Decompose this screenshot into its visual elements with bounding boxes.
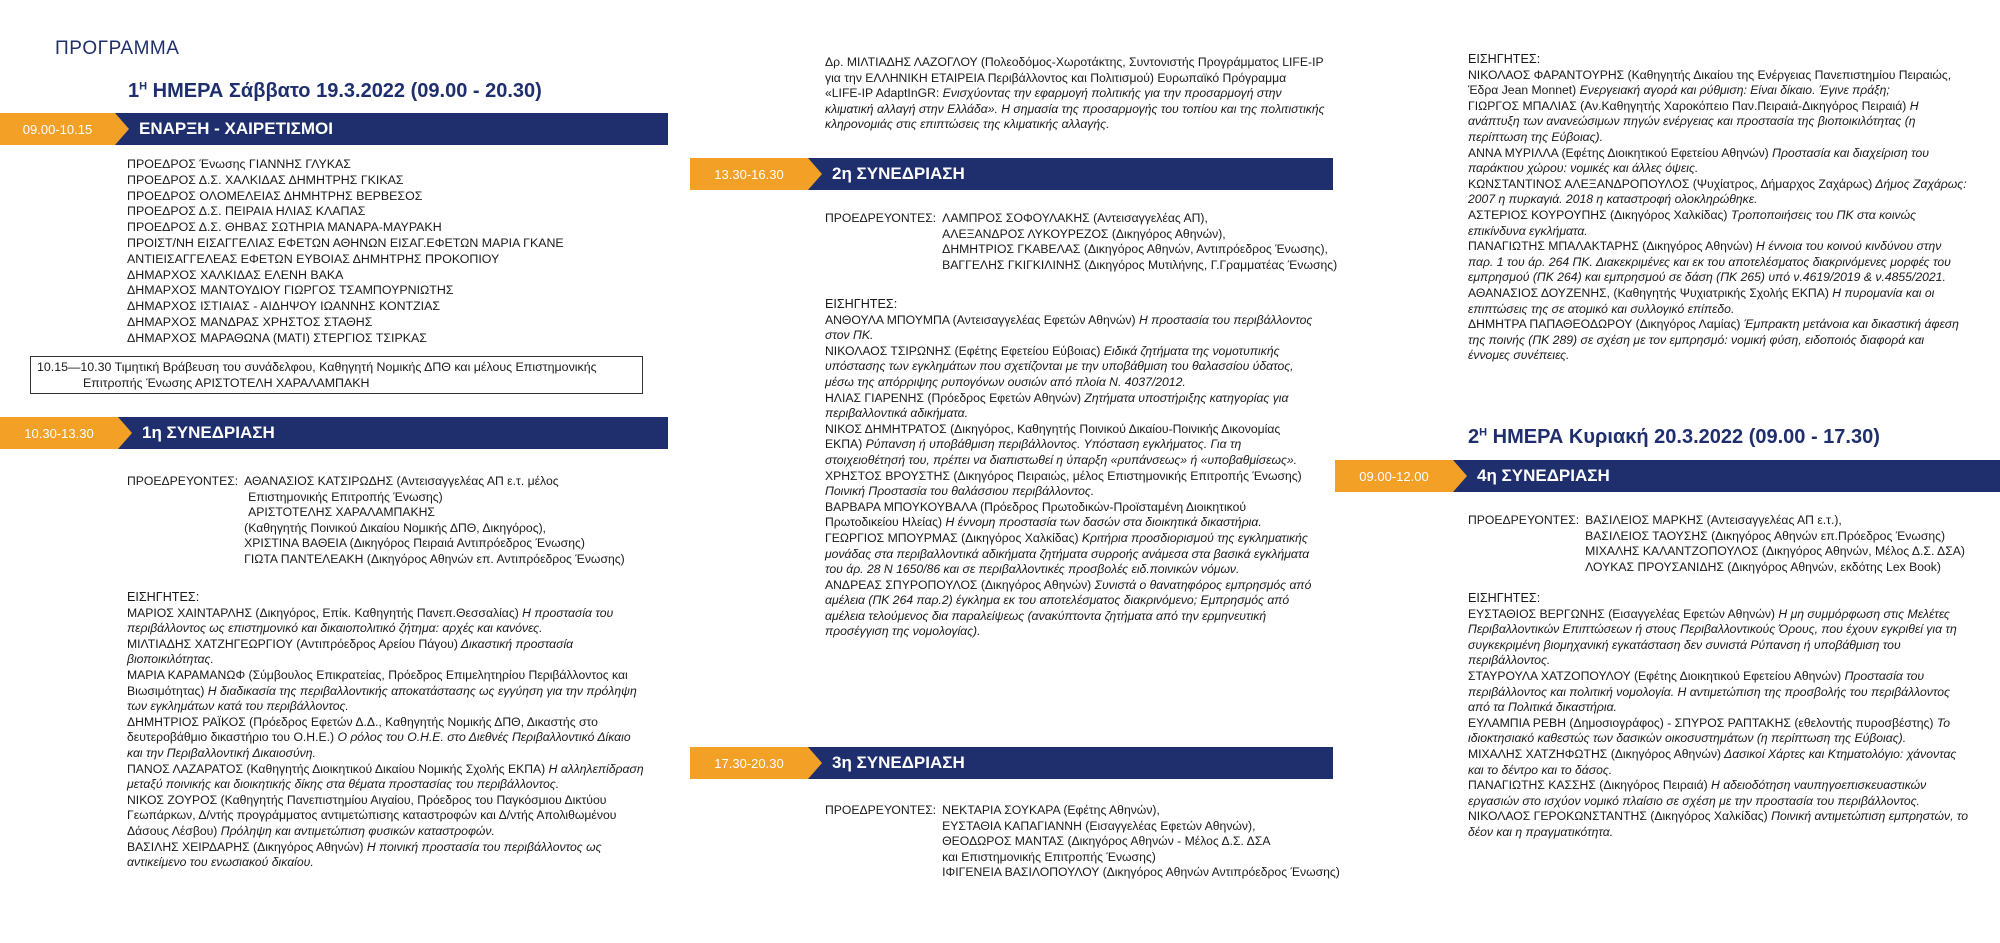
tribute-line: 10.15—10.30 Τιμητική Βράβευση του συνάδελφου, Καθηγητή Νομικής ΔΠΘ και μέλους Επιστημονικής <box>37 360 597 374</box>
opening-line: ΠΡΟΕΔΡΟΣ Δ.Σ. ΧΑΛΚΙΔΑΣ ΔΗΜΗΤΡΗΣ ΓΚΙΚΑΣ <box>127 172 404 187</box>
chair-line: ΕΥΣΤΑΘΙΑ ΚΑΠΑΓΙΑΝΝΗ (Εισαγγελέας Εφετών Αθηνών), <box>942 818 1256 833</box>
speakers-label: ΕΙΣΗΓΗΤΕΣ: <box>1468 52 1541 66</box>
speaker-name: ΝΙΚΟΣ ΖΟΥΡΟΣ (Καθηγητής Πανεπιστημίου Αιγαίου, Πρόεδρος του Παγκόσμιου Δικτύου Γεωπάρκων, Δ/ντής προγράμματος αντιμετώπισης καταστροφών και Δ/ντής Απολιθωμένου Δάσους Λέσβου) <box>127 792 617 838</box>
speaker <box>127 637 647 668</box>
speaker <box>1468 239 1968 286</box>
chair-line: ΛΟΥΚΑΣ ΠΡΟΥΣΑΝΙΔΗΣ (Δικηγόρος Αθηνών, εκδότης Lex Book) <box>1585 559 1941 574</box>
chair-line: ΑΘΑΝΑΣΙΟΣ ΚΑΤΣΙΡΩΔΗΣ (Αντεισαγγελέας ΑΠ ε.τ. μέλος <box>244 474 559 488</box>
col3-speakers <box>1468 52 1968 364</box>
chair-line: ΜΙΧΑΛΗΣ ΚΑΛΑΝΤΖΟΠΟΥΛΟΣ (Δικηγόρος Αθηνών, Μέλος Δ.Σ. ΔΣΑ) <box>1585 544 1965 559</box>
session2-speakers <box>825 297 1320 640</box>
speaker <box>1468 68 1968 99</box>
speaker <box>127 793 647 840</box>
speaker-name: ΠΑΝΑΓΙΩΤΗΣ ΚΑΣΣΗΣ (Δικηγόρος Πειραιά) <box>1468 778 1708 793</box>
speaker-name: ΒΑΡΒΑΡΑ ΜΠΟΥΚΟΥΒΑΛΑ (Πρόεδρος Πρωτοδικών-Προϊσταμένη Διοικητικού Πρωτοδικείου Ηλείας) <box>825 499 1247 530</box>
speaker-name: ΓΙΩΡΓΟΣ ΜΠΑΛΙΑΣ (Αν.Καθηγητής Χαροκόπειο Παν.Πειραιά-Δικηγόρος Πειραιά) <box>1468 98 1907 113</box>
speaker-topic: Ο ρόλος του Ο.Η.Ε. στο Διεθνές Περιβαλλοντικό Δίκαιο και την Περιβαλλοντική Δικαιοσύνη. <box>127 730 631 760</box>
speaker-topic: Προστασία του περιβάλλοντος και πολιτική νομολογία. Η αντιμετώπιση της προσβολής του περιβάλλοντος από τα Πολιτικά δικαστήρια. <box>1468 668 1950 715</box>
chair-line: ΒΑΣΙΛΕΙΟΣ ΜΑΡΚΗΣ (Αντεισαγγελέας ΑΠ ε.τ.), <box>1585 513 1842 527</box>
speaker <box>825 55 1325 133</box>
speaker-topic: Η προστασία του περιβάλλοντος ως επιστημονικό και δικαιοπολιτικό ζήτημα: αρχές και κανόνες. <box>127 605 614 636</box>
speaker-topic: Προστασία και διαχείριση του παράκτιου χώρου: νομικές και άλλες όψεις. <box>1468 145 1929 176</box>
speaker-topic: Συνιστά ο θανατηφόρος εμπρησμός από αμέλεια (ΠΚ 264 παρ.2) έγκλημα εκ του αποτελέσματος διακρινόμενο; Εμπρησμός από αμέλεια τελούμενος δια παραλείψεως (ανακύπτοντα ζητήματα από την ερμηνευτική προσέγγιση της νομολογίας). <box>825 577 1312 639</box>
chairs-label: ΠΡΟΕΔΡΕΥΟΝΤΕΣ: <box>1468 513 1580 527</box>
session2-time: 13.30-16.30 <box>690 158 808 190</box>
speaker-name: ΒΑΣΙΛΗΣ ΧΕΙΡΔΑΡΗΣ (Δικηγόρος Αθηνών) <box>127 839 364 854</box>
speaker <box>127 715 647 762</box>
speaker <box>1468 177 1968 208</box>
speaker-name: ΑΘΑΝΑΣΙΟΣ ΔΟΥΖΕΝΗΣ, (Καθηγητής Ψυχιατρικής Σχολής ΕΚΠΑ) <box>1468 285 1829 300</box>
speaker-topic: Τροποποιήσεις του ΠΚ στα κοινώς επικίνδυνα εγκλήματα. <box>1468 207 1917 238</box>
speaker-topic: Η έννοια του κοινού κινδύνου στην παρ. 1 του άρ. 264 ΠΚ. Διακεκριμένες και εκ του αποτελέσματος διακρινόμενες μορφές του εμπρησμού (ΠΚ 264) και εμπρησμού σε δάση (ΠΚ 265) υπό ν.4619/2019 & ν.4855/2021. <box>1468 239 1951 285</box>
speaker-name: ΜΙΛΤΙΑΔΗΣ ΧΑΤΖΗΓΕΩΡΓΙΟΥ (Αντιπρόεδρος Αρείου Πάγου) <box>127 636 458 651</box>
speakers-label: ΕΙΣΗΓΗΤΕΣ: <box>825 297 898 311</box>
chairs-label: ΠΡΟΕΔΡΕΥΟΝΤΕΣ: <box>825 211 937 225</box>
chair-line: ΓΙΩΤΑ ΠΑΝΤΕΛΕΑΚΗ (Δικηγόρος Αθηνών επ. Αντιπρόεδρος Ένωσης) <box>244 551 625 566</box>
speaker-name: ΓΕΩΡΓΙΟΣ ΜΠΟΥΡΜΑΣ (Δικηγόρος Χαλκίδας) <box>825 530 1079 545</box>
day2-title-text: ΗΜΕΡΑ Κυριακή 20.3.2022 (09.00 - 17.30) <box>1487 426 1880 448</box>
chair-line: ΧΡΙΣΤΙΝΑ ΒΑΘΕΙΑ (Δικηγόρος Πειραιά Αντιπρόεδρος Ένωσης) <box>244 536 585 551</box>
chair-line: ΝΕΚΤΑΡΙΑ ΣΟΥΚΑΡΑ (Εφέτης Αθηνών), <box>942 803 1160 817</box>
speaker-topic: Η προστασία του περιβάλλοντος στον ΠΚ. <box>825 312 1313 343</box>
session1-time: 10.30-13.30 <box>0 417 118 449</box>
speaker-name: ΑΝΔΡΕΑΣ ΣΠΥΡΟΠΟΥΛΟΣ (Δικηγόρος Αθηνών) <box>825 577 1092 592</box>
speaker <box>825 578 1320 640</box>
session1-label: 1η ΣΥΝΕΔΡΙΑΣΗ <box>118 417 668 449</box>
speaker <box>1468 809 1968 840</box>
speaker <box>127 840 647 871</box>
speaker <box>825 344 1320 391</box>
session1-bar <box>0 417 668 449</box>
speaker <box>825 422 1320 469</box>
speaker <box>1468 669 1968 716</box>
speaker-topic: Ποινική Προστασία του θαλάσσιου περιβάλλοντος. <box>825 484 1095 499</box>
speaker <box>1468 317 1968 364</box>
speaker <box>127 668 647 715</box>
speaker-name: ΕΥΛΑΜΠΙΑ ΡΕΒΗ (Δημοσιογράφος) - ΣΠΥΡΟΣ ΡΑΠΤΑΚΗΣ (εθελοντής πυροσβέστης) <box>1468 715 1934 730</box>
program-title: ΠΡΟΓΡΑΜΜΑ <box>55 38 180 59</box>
speaker <box>1468 99 1968 146</box>
chair-line: ΔΗΜΗΤΡΙΟΣ ΓΚΑΒΕΛΑΣ (Δικηγόρος Αθηνών, Αντιπρόεδρος Ένωσης), <box>942 242 1328 257</box>
speaker-name: ΕΥΣΤΑΘΙΟΣ ΒΕΡΓΩΝΗΣ (Εισαγγελέας Εφετών Αθηνών) <box>1468 606 1775 621</box>
speaker <box>127 762 647 793</box>
speaker-topic: Δήμος Ζαχάρως: 2007 η πυρκαγιά. 2018 η καταστροφή ολοκληρώθηκε. <box>1468 176 1967 207</box>
speaker-topic: Δικαστική προστασία βιοποικιλότητας. <box>127 636 574 667</box>
chair-line: ΒΑΓΓΕΛΗΣ ΓΚΙΓΚΙΛΙΝΗΣ (Δικηγόρος Μυτιλήνης, Γ.Γραμματέας Ένωσης) <box>942 257 1338 272</box>
speaker <box>1468 747 1968 778</box>
speaker <box>1468 778 1968 809</box>
day1-title-text: ΗΜΕΡΑ Σάββατο 19.3.2022 (09.00 - 20.30) <box>147 80 542 102</box>
speaker-name: ΝΙΚΟΛΑΟΣ ΓΕΡΟΚΩΝΣΤΑΝΤΗΣ (Δικηγόρος Χαλκίδας) <box>1468 809 1768 824</box>
session1-chairs <box>127 474 625 568</box>
chairs-label: ΠΡΟΕΔΡΕΥΟΝΤΕΣ: <box>825 803 937 817</box>
speaker-name: ΜΑΡΙΟΣ ΧΑΙΝΤΑΡΛΗΣ (Δικηγόρος, Επίκ. Καθηγητής Πανεπ.Θεσσαλίας) <box>127 605 519 620</box>
session3-bar <box>690 747 1333 779</box>
chair-line: Επιστημονικής Επιτροπής Ένωσης) <box>248 489 443 504</box>
tribute-box <box>30 356 643 394</box>
speaker-name: ΔΗΜΗΤΡΑ ΠΑΠΑΘΕΟΔΩΡΟΥ (Δικηγόρος Λαμίας) <box>1468 317 1741 332</box>
session4-chairs <box>1468 513 1965 575</box>
speaker-name: ΣΤΑΥΡΟΥΛΑ ΧΑΤΖΟΠΟΥΛΟΥ (Εφέτης Διοικητικού Εφετείου Αθηνών) <box>1468 668 1842 683</box>
speaker <box>825 469 1320 500</box>
speakers-label: ΕΙΣΗΓΗΤΕΣ: <box>127 590 200 604</box>
opening-line: ΠΡΟΕΔΡΟΣ ΟΛΟΜΕΛΕΙΑΣ ΔΗΜΗΤΡΗΣ ΒΕΡΒΕΣΟΣ <box>127 188 423 203</box>
opening-line: ΔΗΜΑΡΧΟΣ ΜΑΝΔΡΑΣ ΧΡΗΣΤΟΣ ΣΤΑΘΗΣ <box>127 314 373 329</box>
speaker-name: ΧΡΗΣΤΟΣ ΒΡΟΥΣΤΗΣ (Δικηγόρος Πειραιώς, μέλος Επιστημονικής Επιτροπής Ένωσης) <box>825 468 1302 483</box>
speaker-name: ΑΣΤΕΡΙΟΣ ΚΟΥΡΟΥΠΗΣ (Δικηγόρος Χαλκίδας) <box>1468 207 1728 222</box>
speaker-name: ΠΑΝΑΓΙΩΤΗΣ ΜΠΑΛΑΚΤΑΡΗΣ (Δικηγόρος Αθηνών) <box>1468 239 1753 254</box>
speaker-topic: Η μη συμμόρφωση στις Μελέτες Περιβαλλοντικών Επιπτώσεων ή στους Περιβαλλοντικούς Όρους, που έχουν εγκριθεί για τη συγκεκριμένη βιομηχανική εγκατάσταση δεν συνιστά Ρύπανση ή υποβάθμιση του περιβάλλοντος. <box>1468 606 1957 668</box>
speaker <box>1468 607 1968 669</box>
speaker-name: ΑΝΝΑ ΜΥΡΙΛΛΑ (Εφέτης Διοικητικού Εφετείου Αθηνών) <box>1468 145 1769 160</box>
opening-line: ΑΝΤΙΕΙΣΑΓΓΕΛΕΑΣ ΕΦΕΤΩΝ ΕΥΒΟΙΑΣ ΔΗΜΗΤΡΗΣ ΠΡΟΚΟΠΙΟΥ <box>127 251 500 266</box>
speaker <box>1468 286 1968 317</box>
speaker <box>825 313 1320 344</box>
speaker-name: ΝΙΚΟΛΑΟΣ ΦΑΡΑΝΤΟΥΡΗΣ (Καθηγητής Δικαίου της Ενέργειας Πανεπιστημίου Πειραιώς, Έδρα Jean Monnet) <box>1468 67 1952 98</box>
speaker <box>825 391 1320 422</box>
day2-sup: Η <box>1479 426 1488 439</box>
session3-time: 17.30-20.30 <box>690 747 808 779</box>
opening-line: ΔΗΜΑΡΧΟΣ ΜΑΡΑΘΩΝΑ (ΜΑΤΙ) ΣΤΕΡΓΙΟΣ ΤΣΙΡΚΑΣ <box>127 330 427 345</box>
speaker-name: ΑΝΘΟΥΛΑ ΜΠΟΥΜΠΑ (Αντεισαγγελέας Εφετών Αθηνών) <box>825 312 1136 327</box>
day1-title <box>128 80 542 103</box>
session4-bar <box>1335 460 2000 492</box>
opening-line: ΔΗΜΑΡΧΟΣ ΙΣΤΙΑΙΑΣ - ΑΙΔΗΨΟΥ ΙΩΑΝΝΗΣ ΚΟΝΤΖΙΑΣ <box>127 299 441 314</box>
session4-label: 4η ΣΥΝΕΔΡΙΑΣΗ <box>1453 460 2000 492</box>
speaker-topic: Η αλληλεπίδραση μεταξύ ποινικής και διοικητικής δίκης στα θέματα προστασίας του περιβάλλοντος. <box>127 761 644 792</box>
speaker-topic: Έμπρακτη μετάνοια και δικαστική άφεση της ποινής (ΠΚ 289) σε σχέση με τον εμπρησμό: νομική φύση, ειδοποιός διαφορά και έννομες συνέπειες. <box>1468 317 1959 363</box>
session2-chairs <box>825 211 1337 273</box>
session3-label: 3η ΣΥΝΕΔΡΙΑΣΗ <box>808 747 1333 779</box>
chair-line: ΑΛΕΞΑΝΔΡΟΣ ΛΥΚΟΥΡΕΖΟΣ (Δικηγόρος Αθηνών), <box>942 226 1226 241</box>
session4-speakers <box>1468 591 1968 841</box>
speaker-name: ΔΗΜΗΤΡΙΟΣ ΡΑΪΚΟΣ (Πρόεδρος Εφετών Δ.Δ., Καθηγητής Νομικής ΔΠΘ, Δικαστής στο δευτεροβάθμιο δικαστήριο του Ο.Η.Ε.) <box>127 714 598 745</box>
col2-intro <box>825 55 1325 133</box>
speaker <box>825 531 1320 578</box>
speaker-topic: Ειδικά ζητήματα της νομοτυπικής υπόστασης των εγκλημάτων που σχετίζονται με την υποβάθμιση του θαλασσίου ύδατος, μέσω της απόρριψης ρυπογόνων ουσιών από πλοία Ν. 4037/2012. <box>825 343 1294 389</box>
speaker-topic: Ζητήματα υποστήριξης κατηγορίας για περιβαλλοντικά αδικήματα. <box>825 390 1289 421</box>
speaker-topic: Ενεργειακή αγορά και ρύθμιση: Είναι δίκαιο. Έγινε πράξη; <box>1576 83 1890 98</box>
speaker-topic: Ενισχύοντας την εφαρμογή πολιτικής για την προσαρμογή στην κλιματική αλλαγή στην Ελλάδα». Η σημασία της προσαρμογής του τοπίου και της πολιτιστικής κληρονομιάς στις επιπτώσεις της κλιματικής αλλαγής. <box>825 86 1325 132</box>
speaker-name: Δρ. ΜΙΛΤΙΑΔΗΣ ΛΑΖΟΓΛΟΥ (Πολεοδόμος-Χωροτάκτης, Συντονιστής Προγράμματος LIFE-IP για την ΕΛΛΗΝΙΚΗ ΕΤΑΙΡΕΙΑ Περιβάλλοντος και Πολιτισμού) Ευρωπαϊκό Πρόγραμμα «LIFE-IP AdaptInGR: <box>825 55 1324 101</box>
speaker-name: ΚΩΝΣΤΑΝΤΙΝΟΣ ΑΛΕΞΑΝΔΡΟΠΟΥΛΟΣ (Ψυχίατρος, Δήμαρχος Ζαχάρως) <box>1468 176 1873 191</box>
speaker <box>127 606 647 637</box>
chair-line: (Καθηγητής Ποινικού Δικαίου Νομικής ΔΠΘ, Δικηγόρος), <box>244 520 547 535</box>
speaker-topic: Κριτήρια προσδιορισμού της εγκληματικής μονάδας στα περιβαλλοντικά αδικήματα ζητήματα συρροής ανάμεσα στα βασικά εγκλήματα του άρ. 28 Ν 1650/86 και σε περιβαλλοντικές προσβολές ειδ.ποινικών νόμων. <box>825 530 1310 577</box>
speaker <box>1468 208 1968 239</box>
speaker-topic: Ρύπανση ή υποβάθμιση περιβάλλοντος. Υπόσταση εγκλήματος. Για τη στοιχειοθέτησή του, πρέπει να διαπιστωθεί η ύπαρξη «ρυπάνσεως» ή «υποβαθμίσεως». <box>825 437 1298 467</box>
chair-line: ΛΑΜΠΡΟΣ ΣΟΦΟΥΛΑΚΗΣ (Αντεισαγγελέας ΑΠ), <box>942 211 1208 225</box>
opening-line: ΠΡΟΕΔΡΟΣ Δ.Σ. ΠΕΙΡΑΙΑ ΗΛΙΑΣ ΚΛΑΠΑΣ <box>127 204 366 219</box>
chair-line: ΙΦΙΓΕΝΕΙΑ ΒΑΣΙΛΟΠΟΥΛΟΥ (Δικηγόρος Αθηνών Αντιπρόεδρος Ένωσης) <box>942 865 1340 880</box>
speaker-topic: Η έννομη προστασία των δασών στα διοικητικά δικαστήρια. <box>942 515 1262 530</box>
speaker-topic: Η ανάπτυξη των ανανεώσιμων πηγών ενέργειας και προστασία της βιοποικιλότητας (η περίπτωση της Εύβοιας). <box>1468 98 1919 144</box>
speaker-name: ΜΑΡΙΑ ΚΑΡΑΜΑΝΩΦ (Σύμβουλος Επικρατείας, Πρόεδρος Επιμελητηρίου Περιβάλλοντος και Βιωσιμότητας) <box>127 667 628 698</box>
session2-label: 2η ΣΥΝΕΔΡΙΑΣΗ <box>808 158 1333 190</box>
tribute-line: Επιτροπής Ένωσης ΑΡΙΣΤΟΤΕΛΗ ΧΑΡΑΛΑΜΠΑΚΗ <box>83 376 370 390</box>
opening-time: 09.00-10.15 <box>0 113 115 145</box>
opening-line: ΔΗΜΑΡΧΟΣ ΜΑΝΤΟΥΔΙΟΥ ΓΙΩΡΓΟΣ ΤΣΑΜΠΟΥΡΝΙΩΤΗΣ <box>127 283 454 298</box>
day1-prefix: 1 <box>128 80 140 102</box>
opening-line: ΠΡΟΙΣΤ/ΝΗ ΕΙΣΑΓΓΕΛΙΑΣ ΕΦΕΤΩΝ ΑΘΗΝΩΝ ΕΙΣΑΓ.ΕΦΕΤΩΝ ΜΑΡΙΑ ΓΚΑΝΕ <box>127 235 564 250</box>
session3-chairs <box>825 803 1340 881</box>
speaker-topic: Το ιδιοκτησιακό καθεστώς των δασικών οικοσυστημάτων (η περίπτωση της Εύβοιας). <box>1468 715 1950 746</box>
speaker <box>825 500 1320 531</box>
speaker-name: ΝΙΚΟΛΑΟΣ ΤΣΙΡΩΝΗΣ (Εφέτης Εφετείου Εύβοιας) <box>825 343 1101 358</box>
speaker-topic: Ποινική αντιμετώπιση εμπρηστών, το δέον και η πραγματικότητα. <box>1468 809 1969 839</box>
speaker-topic: Η διαδικασία της περιβαλλοντικής αποκατάστασης ως εγγύηση για την πρόληψη των εγκλημάτων κατά του περιβάλλοντος. <box>127 683 637 714</box>
speaker-topic: Πρόληψη και αντιμετώπιση φυσικών καταστροφών. <box>217 823 495 838</box>
opening-bar <box>0 113 668 145</box>
speaker <box>1468 146 1968 177</box>
chair-line: ΘΕΟΔΩΡΟΣ ΜΑΝΤΑΣ (Δικηγόρος Αθηνών - Μέλος Δ.Σ. ΔΣΑ <box>942 834 1271 849</box>
opening-line: ΔΗΜΑΡΧΟΣ ΧΑΛΚΙΔΑΣ ΕΛΕΝΗ ΒΑΚΑ <box>127 267 344 282</box>
session4-time: 09.00-12.00 <box>1335 460 1453 492</box>
opening-line: ΠΡΟΕΔΡΟΣ Ένωσης ΓΙΑΝΝΗΣ ΓΛΥΚΑΣ <box>127 157 351 171</box>
speaker-topic: Δασικοί Χάρτες και Κτηματολόγιο: χάνοντας και το δέντρο και το δάσος. <box>1468 746 1957 777</box>
opening-line: ΠΡΟΕΔΡΟΣ Δ.Σ. ΘΗΒΑΣ ΣΩΤΗΡΙΑ ΜΑΝΑΡΑ-ΜΑΥΡΑΚΗ <box>127 220 442 235</box>
speaker-name: ΜΙΧΑΛΗΣ ΧΑΤΖΗΦΩΤΗΣ (Δικηγόρος Αθηνών) <box>1468 746 1722 761</box>
speaker <box>1468 716 1968 747</box>
opening-lines <box>127 157 564 347</box>
session2-bar <box>690 158 1333 190</box>
opening-label: ΕΝΑΡΞΗ - ΧΑΙΡΕΤΙΣΜΟΙ <box>115 113 668 145</box>
day1-sup: Η <box>139 80 148 93</box>
speakers-label: ΕΙΣΗΓΗΤΕΣ: <box>1468 591 1541 605</box>
chair-line: ΒΑΣΙΛΕΙΟΣ ΤΑΟΥΣΗΣ (Δικηγόρος Αθηνών επ.Πρόεδρος Ένωσης) <box>1585 528 1946 543</box>
speaker-topic: Η ποινική προστασία του περιβάλλοντος ως αντικείμενο του ενωσιακού δικαίου. <box>127 839 602 870</box>
day2-title <box>1468 426 1880 449</box>
chair-line: και Επιστημονικής Επιτροπής Ένωσης) <box>942 849 1156 864</box>
chairs-label: ΠΡΟΕΔΡΕΥΟΝΤΕΣ: <box>127 474 239 488</box>
speaker-name: ΠΑΝΟΣ ΛΑΖΑΡΑΤΟΣ (Καθηγητής Διοικητικού Δικαίου Νομικής Σχολής ΕΚΠΑ) <box>127 761 546 776</box>
chair-line: ΑΡΙΣΤΟΤΕΛΗΣ ΧΑΡΑΛΑΜΠΑΚΗΣ <box>248 505 435 520</box>
day2-prefix: 2 <box>1468 426 1480 448</box>
speaker-name: ΝΙΚΟΣ ΔΗΜΗΤΡΑΤΟΣ (Δικηγόρος, Καθηγητής Ποινικού Δικαίου-Ποινικής Δικονομίας ΕΚΠΑ) <box>825 421 1281 452</box>
speaker-topic: Η αδειοδότηση ναυπηγοεπισκευαστικών εργασιών στο ισχύον νομικό πλαίσιο σε σχέση με την προστασία του περιβάλλοντος. <box>1468 778 1927 808</box>
speaker-name: ΗΛΙΑΣ ΓΙΑΡΕΝΗΣ (Πρόεδρος Εφετών Αθηνών) <box>825 390 1082 405</box>
speaker-topic: Η πυρομανία και οι επιπτώσεις της σε ατομικό και συλλογικό επίπεδο. <box>1468 285 1935 316</box>
session1-speakers <box>127 590 647 871</box>
